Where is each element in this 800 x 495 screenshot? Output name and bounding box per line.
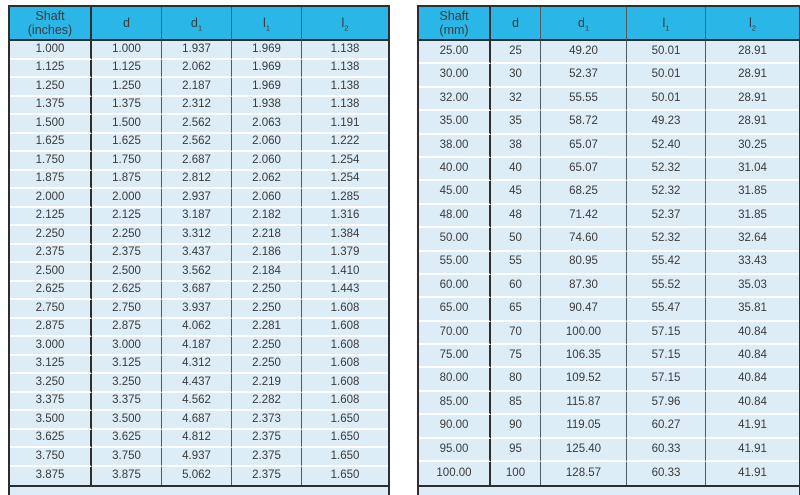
cell-d1: 4.437	[162, 374, 232, 393]
cell-d1: 2.062	[162, 60, 232, 79]
cell-l1: 52.32	[627, 228, 706, 251]
cell-l2: 1.222	[302, 134, 388, 153]
cell-d1: 100.00	[541, 322, 627, 345]
cell-l2: 1.379	[302, 245, 388, 264]
table-row	[419, 88, 799, 111]
cell-l1: 57.15	[627, 322, 706, 345]
cell-d: 65	[491, 298, 541, 321]
cell-d1: 119.05	[541, 415, 627, 438]
cell-shaft: 80.00	[419, 368, 491, 391]
cell-l2: 28.91	[706, 111, 799, 134]
cell-d: 2.500	[92, 263, 162, 282]
cell-d1: 58.72	[541, 111, 627, 134]
table-row	[10, 245, 388, 264]
cell-d: 32	[491, 88, 541, 111]
column-header-d1: $d_1$	[162, 7, 232, 41]
cell-d: 1.125	[92, 60, 162, 79]
cell-l1: 1.969	[232, 78, 302, 97]
cell-l1: 55.42	[627, 252, 706, 275]
cell-l2: 40.84	[706, 322, 799, 345]
cell-d: 95	[491, 439, 541, 462]
column-header-l2: $l_2$	[706, 7, 799, 41]
cell-shaft: 48.00	[419, 205, 491, 228]
cell-shaft: 1.125	[10, 60, 92, 79]
cell-shaft: 3.875	[10, 467, 92, 486]
cell-shaft: 3.125	[10, 356, 92, 375]
cell-l1: 57.15	[627, 345, 706, 368]
cell-l1: 49.23	[627, 111, 706, 134]
cell-d1: 3.312	[162, 226, 232, 245]
table-row	[419, 298, 799, 321]
cell-d: 2.750	[92, 300, 162, 319]
cell-l1: 2.219	[232, 374, 302, 393]
cell-l2: 28.91	[706, 41, 799, 64]
cell-d: 48	[491, 205, 541, 228]
cell-d1: 4.187	[162, 337, 232, 356]
table-row	[10, 189, 388, 208]
cell-d1: 2.812	[162, 171, 232, 190]
cell-d: 50	[491, 228, 541, 251]
cell-l1: 57.96	[627, 392, 706, 415]
cell-l2: 1.138	[302, 97, 388, 116]
cell-l2: 1.285	[302, 189, 388, 208]
cell-d1: 125.40	[541, 439, 627, 462]
cell-d1: 4.937	[162, 448, 232, 467]
cell-l2: 31.85	[706, 205, 799, 228]
cell-l2: 1.608	[302, 319, 388, 338]
cell-d: 30	[491, 64, 541, 87]
cell-l1: 1.969	[232, 60, 302, 79]
cell-shaft: 2.000	[10, 189, 92, 208]
cell-d1: 4.062	[162, 319, 232, 338]
cell-l1: 2.250	[232, 300, 302, 319]
cell-d1: 74.60	[541, 228, 627, 251]
cropped-row-strip	[417, 487, 800, 495]
cell-l2: 40.84	[706, 392, 799, 415]
cropped-row-strip	[8, 487, 390, 495]
cell-shaft: 85.00	[419, 392, 491, 415]
table-row	[10, 115, 388, 134]
cell-d1: 65.07	[541, 158, 627, 181]
cell-l1: 1.969	[232, 41, 302, 60]
inches-table-block	[8, 5, 390, 495]
cell-d: 1.875	[92, 171, 162, 190]
column-header-d1: $d_1$	[541, 7, 627, 41]
cell-l2: 1.138	[302, 60, 388, 79]
table-row	[10, 263, 388, 282]
shaft-inches-table	[8, 5, 390, 487]
table-row	[10, 319, 388, 338]
cell-d1: 109.52	[541, 368, 627, 391]
table-row	[10, 300, 388, 319]
cell-d: 2.875	[92, 319, 162, 338]
cell-l1: 2.062	[232, 171, 302, 190]
cell-d: 2.250	[92, 226, 162, 245]
cell-d: 3.875	[92, 467, 162, 486]
cell-shaft: 2.250	[10, 226, 92, 245]
cell-l1: 2.375	[232, 430, 302, 449]
cell-shaft: 1.750	[10, 152, 92, 171]
cell-d: 3.000	[92, 337, 162, 356]
cell-d: 1.250	[92, 78, 162, 97]
cell-l2: 1.608	[302, 337, 388, 356]
cell-l1: 60.27	[627, 415, 706, 438]
cell-d1: 3.187	[162, 208, 232, 227]
cell-d1: 3.687	[162, 282, 232, 301]
table-row	[419, 415, 799, 438]
cell-d1: 49.20	[541, 41, 627, 64]
table-row	[419, 368, 799, 391]
cell-d1: 4.562	[162, 393, 232, 412]
cell-d: 90	[491, 415, 541, 438]
cell-l1: 2.250	[232, 282, 302, 301]
cell-d: 38	[491, 135, 541, 158]
cell-d1: 80.95	[541, 252, 627, 275]
cell-d1: 3.937	[162, 300, 232, 319]
cell-shaft: 1.500	[10, 115, 92, 134]
cell-d: 40	[491, 158, 541, 181]
cell-shaft: 55.00	[419, 252, 491, 275]
cell-l1: 2.060	[232, 189, 302, 208]
cell-d: 55	[491, 252, 541, 275]
cell-shaft: 1.875	[10, 171, 92, 190]
cell-l2: 1.443	[302, 282, 388, 301]
cell-d1: 3.562	[162, 263, 232, 282]
table-row	[10, 60, 388, 79]
cell-d: 2.625	[92, 282, 162, 301]
cell-l2: 1.608	[302, 356, 388, 375]
cell-l1: 2.063	[232, 115, 302, 134]
cell-l1: 50.01	[627, 41, 706, 64]
cell-d: 1.000	[92, 41, 162, 60]
cell-shaft: 3.625	[10, 430, 92, 449]
cell-d1: 2.187	[162, 78, 232, 97]
cell-shaft: 3.000	[10, 337, 92, 356]
cell-d: 1.500	[92, 115, 162, 134]
table-row	[419, 205, 799, 228]
cell-l1: 2.182	[232, 208, 302, 227]
table-row	[10, 78, 388, 97]
cell-d1: 90.47	[541, 298, 627, 321]
column-header-l2: $l_2$	[302, 7, 388, 41]
cell-d1: 87.30	[541, 275, 627, 298]
cell-shaft: 2.625	[10, 282, 92, 301]
table-row	[10, 393, 388, 412]
cell-shaft: 1.625	[10, 134, 92, 153]
cell-d1: 5.062	[162, 467, 232, 486]
cell-d: 35	[491, 111, 541, 134]
cell-d1: 2.312	[162, 97, 232, 116]
table-row	[419, 111, 799, 134]
cell-d1: 2.562	[162, 134, 232, 153]
cell-l1: 60.33	[627, 439, 706, 462]
cell-d: 3.250	[92, 374, 162, 393]
cell-d: 100	[491, 462, 541, 485]
cell-d1: 106.35	[541, 345, 627, 368]
cell-d1: 1.937	[162, 41, 232, 60]
table-row	[419, 228, 799, 251]
cell-l1: 2.282	[232, 393, 302, 412]
cell-d1: 4.812	[162, 430, 232, 449]
cell-shaft: 45.00	[419, 181, 491, 204]
table-row	[10, 374, 388, 393]
cell-d: 70	[491, 322, 541, 345]
table-row	[10, 226, 388, 245]
cell-d: 85	[491, 392, 541, 415]
cell-d: 1.375	[92, 97, 162, 116]
cell-l1: 2.373	[232, 411, 302, 430]
cell-shaft: 50.00	[419, 228, 491, 251]
cell-shaft: 30.00	[419, 64, 491, 87]
cell-l1: 52.32	[627, 158, 706, 181]
cell-shaft: 25.00	[419, 41, 491, 64]
cell-d: 1.625	[92, 134, 162, 153]
cell-d: 60	[491, 275, 541, 298]
table-row	[10, 152, 388, 171]
table-row	[419, 275, 799, 298]
cell-d1: 65.07	[541, 135, 627, 158]
cell-shaft: 2.875	[10, 319, 92, 338]
table-row	[10, 467, 388, 486]
cell-d1: 3.437	[162, 245, 232, 264]
cell-shaft: 2.750	[10, 300, 92, 319]
cell-shaft: 1.250	[10, 78, 92, 97]
cell-l1: 2.186	[232, 245, 302, 264]
cell-l1: 2.250	[232, 337, 302, 356]
mm-table-block	[417, 5, 800, 495]
cell-l1: 2.375	[232, 467, 302, 486]
cell-l2: 41.91	[706, 415, 799, 438]
cell-shaft: 35.00	[419, 111, 491, 134]
cell-d: 80	[491, 368, 541, 391]
cell-d1: 128.57	[541, 462, 627, 485]
cell-shaft: 38.00	[419, 135, 491, 158]
cell-d: 1.750	[92, 152, 162, 171]
cell-l1: 2.375	[232, 448, 302, 467]
cell-shaft: 2.375	[10, 245, 92, 264]
cell-l2: 41.91	[706, 439, 799, 462]
cell-l2: 31.04	[706, 158, 799, 181]
cell-d1: 68.25	[541, 181, 627, 204]
table-row	[419, 345, 799, 368]
table-row	[10, 171, 388, 190]
cell-l2: 41.91	[706, 462, 799, 485]
cell-d1: 2.687	[162, 152, 232, 171]
cell-l2: 30.25	[706, 135, 799, 158]
cell-l2: 28.91	[706, 88, 799, 111]
cell-l1: 50.01	[627, 88, 706, 111]
cell-l1: 2.060	[232, 152, 302, 171]
cell-l2: 40.84	[706, 345, 799, 368]
cell-l2: 1.608	[302, 300, 388, 319]
cell-l2: 1.138	[302, 78, 388, 97]
table-row	[419, 322, 799, 345]
cell-d: 3.750	[92, 448, 162, 467]
cell-l2: 32.64	[706, 228, 799, 251]
cell-d: 3.625	[92, 430, 162, 449]
cell-l2: 1.138	[302, 41, 388, 60]
cell-l1: 57.15	[627, 368, 706, 391]
cell-l2: 33.43	[706, 252, 799, 275]
header-row	[419, 7, 799, 41]
cell-shaft: 65.00	[419, 298, 491, 321]
cell-l2: 28.91	[706, 64, 799, 87]
cell-l1: 2.250	[232, 356, 302, 375]
table-row	[419, 158, 799, 181]
header-row	[10, 7, 388, 41]
cell-d1: 52.37	[541, 64, 627, 87]
cell-shaft: 75.00	[419, 345, 491, 368]
cell-shaft: 2.500	[10, 263, 92, 282]
cell-shaft: 1.000	[10, 41, 92, 60]
cell-d1: 4.312	[162, 356, 232, 375]
table-row	[419, 439, 799, 462]
cell-shaft: 90.00	[419, 415, 491, 438]
cell-l2: 31.85	[706, 181, 799, 204]
cell-l1: 52.37	[627, 205, 706, 228]
cell-l2: 35.81	[706, 298, 799, 321]
cell-l1: 2.184	[232, 263, 302, 282]
cell-l2: 1.650	[302, 448, 388, 467]
cell-l2: 1.191	[302, 115, 388, 134]
cell-l2: 1.316	[302, 208, 388, 227]
cell-l2: 1.650	[302, 430, 388, 449]
cell-l2: 1.254	[302, 152, 388, 171]
cell-d1: 2.562	[162, 115, 232, 134]
cell-d: 3.125	[92, 356, 162, 375]
cell-shaft: 95.00	[419, 439, 491, 462]
cell-l1: 2.060	[232, 134, 302, 153]
cell-l2: 1.650	[302, 467, 388, 486]
cell-shaft: 70.00	[419, 322, 491, 345]
cell-shaft: 60.00	[419, 275, 491, 298]
cell-l2: 1.608	[302, 393, 388, 412]
shaft-mm-table	[417, 5, 800, 487]
cell-l2: 1.384	[302, 226, 388, 245]
cell-l1: 55.52	[627, 275, 706, 298]
cell-d1: 71.42	[541, 205, 627, 228]
cell-l1: 52.40	[627, 135, 706, 158]
table-row	[10, 97, 388, 116]
cell-shaft: 3.500	[10, 411, 92, 430]
cell-d: 3.375	[92, 393, 162, 412]
column-header-d: d	[491, 7, 541, 41]
cell-d1: 4.687	[162, 411, 232, 430]
column-header-l1: $l_1$	[232, 7, 302, 41]
column-header-shaft: Shaft (mm)	[419, 7, 491, 41]
cell-shaft: 100.00	[419, 462, 491, 485]
table-row	[419, 252, 799, 275]
cell-d: 25	[491, 41, 541, 64]
table-row	[10, 337, 388, 356]
cell-shaft: 2.125	[10, 208, 92, 227]
table-row	[10, 41, 388, 60]
cell-l2: 1.650	[302, 411, 388, 430]
column-header-d: d	[92, 7, 162, 41]
table-row	[10, 448, 388, 467]
table-row	[419, 392, 799, 415]
cell-d1: 115.87	[541, 392, 627, 415]
cell-l1: 60.33	[627, 462, 706, 485]
cell-l2: 1.608	[302, 374, 388, 393]
table-row	[419, 181, 799, 204]
cell-shaft: 1.375	[10, 97, 92, 116]
cell-l1: 1.938	[232, 97, 302, 116]
cell-shaft: 3.375	[10, 393, 92, 412]
table-row	[10, 208, 388, 227]
cell-d1: 55.55	[541, 88, 627, 111]
cell-l1: 52.32	[627, 181, 706, 204]
table-row	[10, 134, 388, 153]
table-row	[419, 462, 799, 485]
cell-l1: 50.01	[627, 64, 706, 87]
cell-shaft: 32.00	[419, 88, 491, 111]
cell-d: 3.500	[92, 411, 162, 430]
table-row	[10, 282, 388, 301]
cell-l2: 1.410	[302, 263, 388, 282]
cell-d: 2.375	[92, 245, 162, 264]
table-row	[419, 64, 799, 87]
column-header-shaft: Shaft (inches)	[10, 7, 92, 41]
cell-l2: 1.254	[302, 171, 388, 190]
cell-shaft: 40.00	[419, 158, 491, 181]
cell-l1: 2.281	[232, 319, 302, 338]
cell-shaft: 3.250	[10, 374, 92, 393]
table-row	[419, 41, 799, 64]
table-row	[10, 411, 388, 430]
cell-l2: 40.84	[706, 368, 799, 391]
table-row	[419, 135, 799, 158]
cell-l1: 55.47	[627, 298, 706, 321]
cell-shaft: 3.750	[10, 448, 92, 467]
cell-l2: 35.03	[706, 275, 799, 298]
cell-d: 45	[491, 181, 541, 204]
column-header-l1: $l_1$	[627, 7, 706, 41]
cell-d: 2.000	[92, 189, 162, 208]
table-row	[10, 356, 388, 375]
cell-d1: 2.937	[162, 189, 232, 208]
table-row	[10, 430, 388, 449]
cell-l1: 2.218	[232, 226, 302, 245]
cell-d: 75	[491, 345, 541, 368]
cell-d: 2.125	[92, 208, 162, 227]
